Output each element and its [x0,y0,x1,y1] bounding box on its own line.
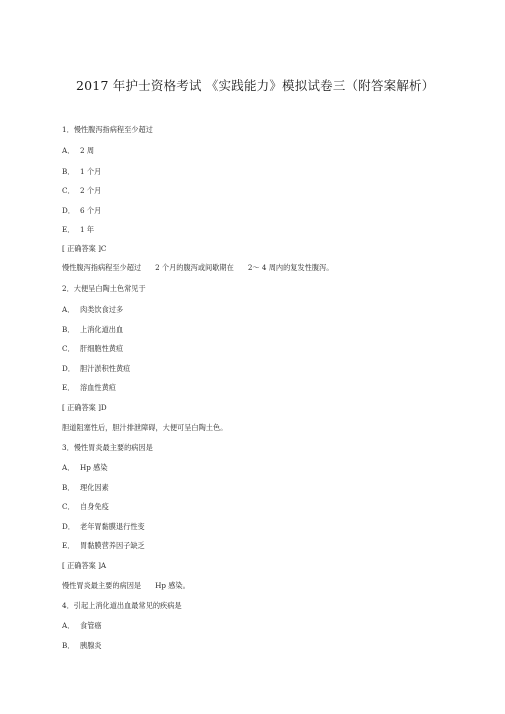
question-3-option-c [62,502,109,512]
question-3-explanation [62,581,190,591]
option-letter: B． [62,167,75,176]
question-4-option-b [62,641,102,651]
option-letter: A． [62,146,75,155]
option-text: 2 个月 [80,186,102,195]
option-letter: A． [62,305,75,314]
option-letter: A． [62,621,75,630]
option-letter: C． [62,344,75,353]
question-4-stem: 4．引起上消化道出血最常见的疾病是 [62,601,182,610]
question-2-option-a [62,305,123,315]
option-letter: B． [62,641,75,650]
option-text: 上消化道出血 [80,325,124,334]
question-3-option-d [62,522,145,532]
option-letter: E． [62,225,75,234]
question-2-option-e [62,383,116,393]
option-text: 肉类饮食过多 [80,305,124,314]
explanation-part: 胆道阻塞性后，胆汁排泄障碍，大便可呈白陶土色。 [62,423,228,432]
question-1-option-b [62,167,101,177]
question-2-option-c [62,344,123,354]
option-letter: C． [62,502,75,511]
option-letter: D． [62,364,75,373]
explanation-part: 慢性胃炎最主要的病因是 [62,581,142,590]
option-text: 理化因素 [80,483,109,492]
option-text: 1 个月 [80,167,102,176]
question-3-option-a [62,463,108,473]
question-3-option-e [62,541,145,551]
question-1-option-a [62,146,94,156]
option-text: 胃黏膜营养因子缺乏 [80,541,145,550]
option-text: 老年胃黏膜退行性变 [80,522,145,531]
question-2-option-d [62,364,130,374]
option-letter: D． [62,206,75,215]
option-letter: D． [62,522,75,531]
option-letter: E． [62,541,75,550]
explanation-part: 2～ 4 周内的复发性腹泻。 [247,263,334,272]
explanation-part: Hp 感染。 [155,581,190,590]
option-text: 胰腺炎 [80,641,102,650]
question-3-option-b [62,483,109,493]
option-letter: C． [62,186,75,195]
option-text: 溶血性黄疸 [80,383,116,392]
question-1-option-d [62,206,101,216]
option-text: Hp 感染 [80,463,108,472]
option-text: 食管癌 [80,621,102,630]
question-2-option-b [62,325,123,335]
option-letter: A． [62,463,75,472]
question-3-answer: [ 正确答案 ]A [62,561,107,570]
question-3-stem: 3．慢性胃炎最主要的病因是 [62,443,153,452]
question-4-option-a [62,621,102,631]
question-1-answer: [ 正确答案 ]C [62,244,107,253]
question-2-answer: [ 正确答案 ]D [62,403,107,412]
option-letter: E． [62,383,75,392]
option-text: 自身免疫 [80,502,109,511]
question-1-option-c [62,186,101,196]
option-text: 1 年 [80,225,95,234]
question-1-stem: 1．慢性腹泻指病程至少超过 [62,125,153,134]
option-text: 肝细胞性黄疸 [80,344,124,353]
option-letter: B． [62,483,75,492]
option-text: 6 个月 [80,206,102,215]
option-text: 胆汁淤积性黄疸 [80,364,131,373]
question-2-stem: 2．大便呈白陶土色常见于 [62,284,146,293]
explanation-part: 2 个月的腹泻或间歇期在 [155,263,234,272]
question-1-option-e [62,225,94,235]
option-text: 2 周 [80,146,95,155]
question-1-explanation [62,263,333,273]
explanation-part: 慢性腹泻指病程至少超过 [62,263,142,272]
option-letter: B． [62,325,75,334]
document-title: 2017 年护士资格考试 《实践能力》模拟试卷三（附答案解析） [76,78,435,93]
question-2-explanation [62,423,227,433]
